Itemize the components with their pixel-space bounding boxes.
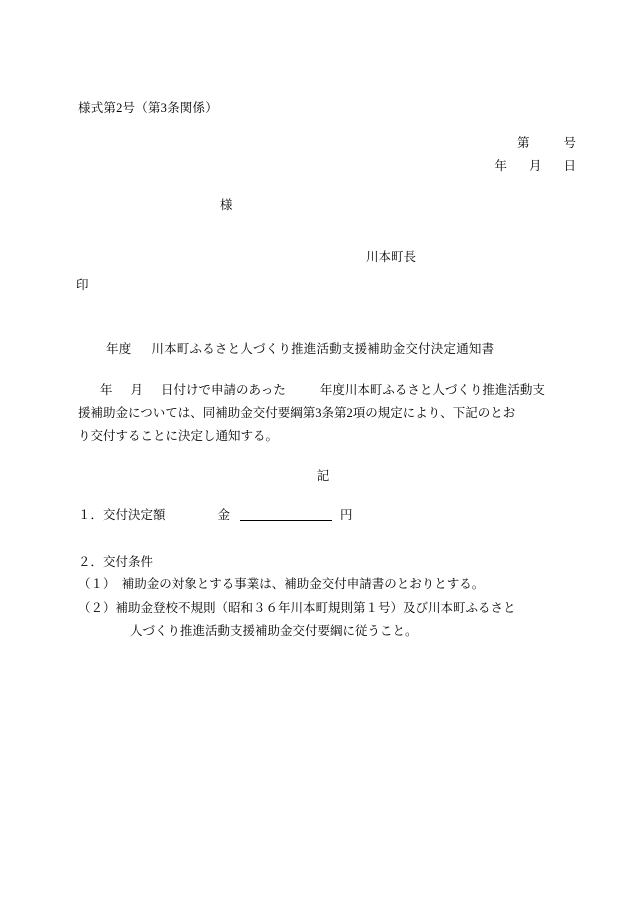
body-line-3: り交付することに決定し通知する。 xyxy=(78,429,279,444)
reference-block xyxy=(78,132,578,180)
item-2-label: 交付条件 xyxy=(103,554,154,569)
document-body xyxy=(78,100,578,643)
reference-date-line xyxy=(78,155,576,179)
form-number: 様式第2号（第3条関係） xyxy=(78,101,218,115)
seal-mark: 印 xyxy=(76,278,89,292)
body-line-2: 援補助金については、同補助金交付要綱第3条第2項の規定により、下記のとお xyxy=(78,406,516,421)
fiscal-year-text: 年度川本町ふるさと人づくり推進活動支 xyxy=(319,383,545,397)
addressee-line xyxy=(78,195,578,213)
item-2 xyxy=(78,551,578,574)
title-fiscal-year-prefix: 年度 xyxy=(106,342,132,356)
ki-mark: 記 xyxy=(316,469,330,484)
date-year: 年 xyxy=(494,159,507,174)
item-1-label: 交付決定額 xyxy=(103,508,166,523)
page-title xyxy=(78,339,578,357)
lead-day: 日付けで申請のあった xyxy=(161,383,286,397)
item-2-subitem-2: （２）補助金登校不規則（昭和３６年川本町規則第１号）及び川本町ふるさと xyxy=(78,600,516,615)
item-2-subitem-1: （１） 補助金の対象とする事業は、補助金交付申請書のとおりとする。 xyxy=(78,577,485,592)
reference-number-label: 第 xyxy=(516,135,530,150)
lead-month: 月 xyxy=(130,383,144,397)
issuer-name: 川本町長 xyxy=(366,250,417,264)
item-2-number: ２． xyxy=(78,554,104,569)
addressee-honorific: 様 xyxy=(220,198,233,212)
item-1-unit: 円 xyxy=(340,508,353,523)
reference-number-line xyxy=(78,132,576,156)
date-month: 月 xyxy=(528,159,542,174)
body-paragraph xyxy=(78,379,578,448)
item-1-money-prefix: 金 xyxy=(217,508,231,523)
item-1-amount-field[interactable] xyxy=(240,507,332,521)
item-1-number: １． xyxy=(78,508,104,523)
title-text: 川本町ふるさと人づくり推進活動支援補助金交付決定通知書 xyxy=(151,342,495,356)
item-1 xyxy=(78,504,578,527)
item-2-subitem-2-cont: 人づくり推進活動支援補助金交付要綱に従うこと。 xyxy=(130,623,418,638)
lead-year: 年 xyxy=(100,383,113,397)
reference-number-suffix: 号 xyxy=(563,135,576,150)
date-day: 日 xyxy=(563,159,576,174)
